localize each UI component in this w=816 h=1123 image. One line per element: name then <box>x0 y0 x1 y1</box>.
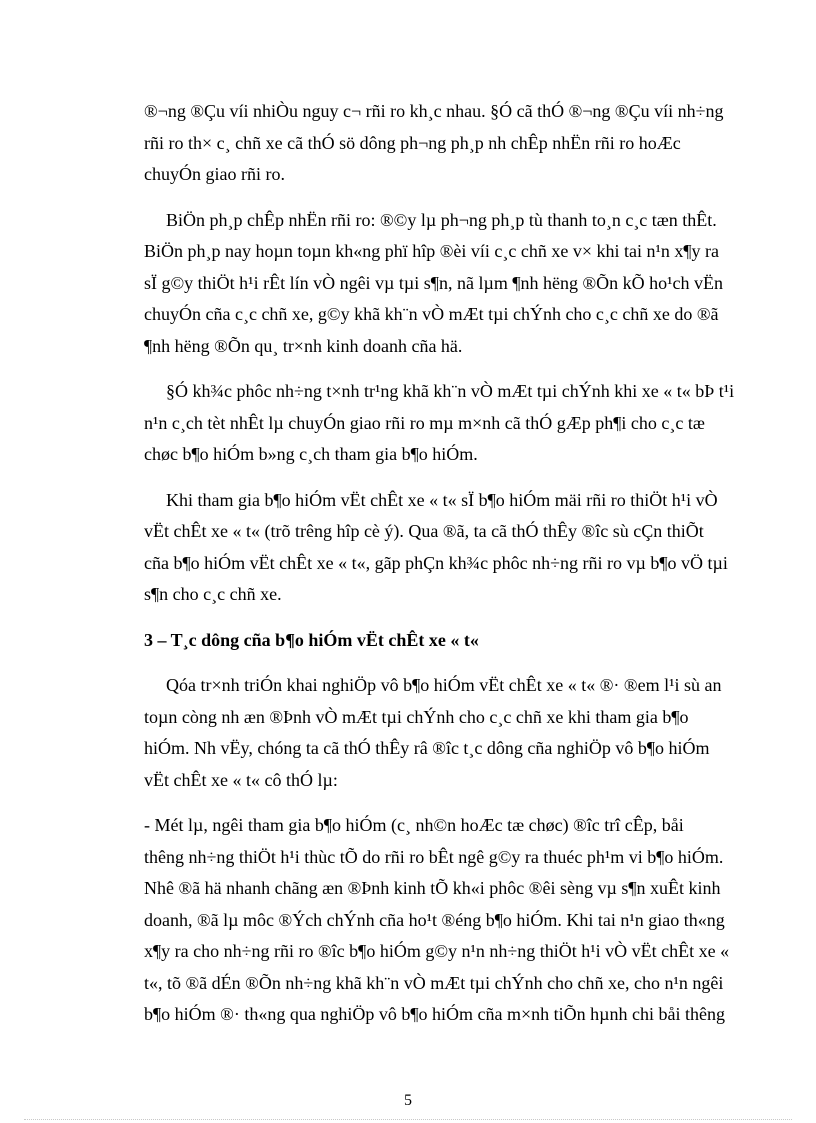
paragraph-intro <box>144 96 761 191</box>
paragraph-deployment <box>144 670 761 796</box>
text-line: ®¬ng ®Çu víi nhiÒu nguy c¬ rñi ro kh¸c nhau. §Ó cã thÓ ®¬ng ®Çu víi nh÷ng <box>144 101 724 121</box>
text-line: Nhê ®ã hä nhanh chãng æn ®Þnh kinh tÕ kh«i phôc ®êi sèng vµ s¶n xuÊt kinh <box>144 878 721 898</box>
text-line: ¶nh hëng ®Õn qu¸ tr×nh kinh doanh cña hä. <box>144 335 463 356</box>
text-line: b¶o hiÓm ®· th«ng qua nghiÖp vô b¶o hiÓm cña m×nh tiÕn hµnh chi båi thêng <box>144 1004 725 1024</box>
paragraph-risk-transfer <box>144 376 761 471</box>
text-line: t«, tõ ®ã dÉn ®Õn nh÷ng khã kh¨n vÒ mÆt tµi chÝnh cho chñ xe, cho n¹n ngêi <box>144 972 724 993</box>
text-line: BiÖn ph¸p nay hoµn toµn kh«ng phï hîp ®èi víi c¸c chñ xe v× khi tai n¹n x¶y ra <box>144 241 720 261</box>
text-line: cña b¶o hiÓm vËt chÊt xe « t«, gãp phÇn kh¾c phôc nh÷ng rñi ro vµ b¶o vÖ tµi <box>144 552 728 573</box>
section-heading: 3 – T¸c dông cña b¶o hiÓm vËt chÊt xe « t« <box>144 629 479 650</box>
document-body <box>144 96 761 1045</box>
text-line: Qóa tr×nh triÓn khai nghiÖp vô b¶o hiÓm vËt chÊt xe « t« ®· ®em l¹i sù an <box>166 675 722 695</box>
text-line: s¶n cho c¸c chñ xe. <box>144 584 282 604</box>
text-line: chuyÓn cña c¸c chñ xe, g©y khã kh¨n vÒ mÆt tµi chÝnh cho c¸c chñ xe do ®ã <box>144 304 719 324</box>
footer-divider <box>24 1119 792 1120</box>
text-line: x¶y ra cho nh÷ng rñi ro ®îc b¶o hiÓm g©y n¹n nh÷ng thiÖt h¹i vÒ vËt chÊt xe « <box>144 941 730 961</box>
page-number: 5 <box>404 1092 412 1109</box>
text-line: Khi tham gia b¶o hiÓm vËt chÊt xe « t« sÏ b¶o hiÓm mäi rñi ro thiÖt h¹i vÒ <box>166 489 718 510</box>
text-line: BiÖn ph¸p chÊp nhËn rñi ro: ®©y lµ ph¬ng ph¸p tù thanh to¸n c¸c tæn thÊt. <box>166 209 717 230</box>
text-line: toµn còng nh æn ®Þnh vÒ mÆt tµi chÝnh cho c¸c chñ xe khi tham gia b¶o <box>144 706 689 727</box>
text-line: vËt chÊt xe « t« cô thÓ lµ: <box>144 769 338 790</box>
text-line: vËt chÊt xe « t« (trõ trêng hîp cè ý). Qua ®ã, ta cã thÓ thÊy ®îc sù cÇn thiÕt <box>144 521 704 541</box>
text-line: n¹n c¸ch tèt nhÊt lµ chuyÓn giao rñi ro mµ m×nh cã thÓ gÆp ph¶i cho c¸c tæ <box>144 412 705 433</box>
text-line: chøc b¶o hiÓm b»ng c¸ch tham gia b¶o hiÓm. <box>144 444 478 464</box>
paragraph-risk-acceptance <box>144 205 761 363</box>
paragraph-first-effect <box>144 810 761 1031</box>
text-line: thêng nh÷ng thiÖt h¹i thùc tÕ do rñi ro bÊt ngê g©y ra thuéc ph¹m vi b¶o hiÓm. <box>144 846 724 867</box>
text-line: rñi ro th× c¸ chñ xe cã thÓ sö dông ph¬ng ph¸p nh chÊp nhËn rñi ro hoÆc <box>144 132 681 153</box>
text-line: chuyÓn giao rñi ro. <box>144 164 285 184</box>
text-line: hiÓm. Nh vËy, chóng ta cã thÓ thÊy râ ®îc t¸c dông cña nghiÖp vô b¶o hiÓm <box>144 738 710 758</box>
text-line: doanh, ®ã lµ môc ®Ých chÝnh cña ho¹t ®éng b¶o hiÓm. Khi tai n¹n giao th«ng <box>144 909 725 930</box>
text-line: - Mét lµ, ngêi tham gia b¶o hiÓm (c¸ nh©n hoÆc tæ chøc) ®îc trî cÊp, båi <box>144 815 684 835</box>
paragraph-insurance-participation <box>144 485 761 611</box>
text-line: §Ó kh¾c phôc nh÷ng t×nh tr¹ng khã kh¨n vÒ mÆt tµi chÝnh khi xe « t« bÞ t¹i <box>166 381 735 401</box>
text-line: sÏ g©y thiÖt h¹i rÊt lín vÒ ngêi vµ tµi s¶n, nã lµm ¶nh hëng ®Õn kÕ ho¹ch vËn <box>144 272 724 293</box>
